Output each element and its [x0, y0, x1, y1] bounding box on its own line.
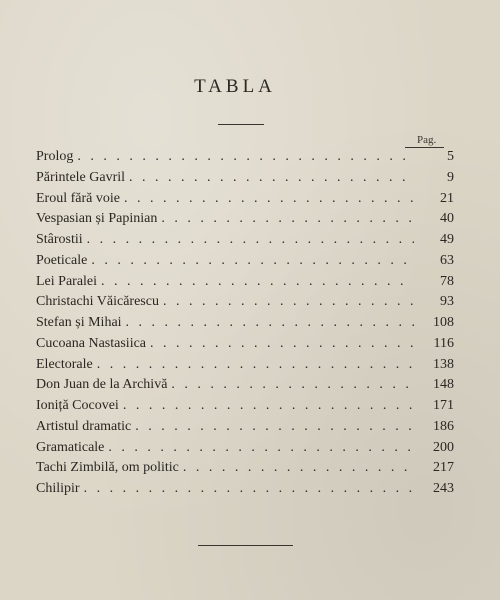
- dot-leader: [97, 355, 414, 376]
- toc-entry-title: Cucoana Nastasiica: [36, 335, 147, 351]
- toc-entry-page: 186: [433, 418, 454, 434]
- toc-entry: [36, 438, 456, 459]
- toc-entry-title: Gramaticale: [36, 439, 105, 455]
- page-column-label: Pag.: [417, 134, 437, 146]
- toc-entry: [36, 458, 456, 479]
- toc-entry-page: 93: [440, 294, 454, 310]
- toc-entry-title: Artistul dramatic: [36, 418, 132, 434]
- toc-entry: [36, 396, 456, 417]
- table-of-contents: [36, 147, 456, 500]
- dot-leader: [135, 417, 414, 438]
- toc-entry-page: 5: [447, 149, 454, 164]
- dot-leader: [183, 458, 414, 479]
- toc-entry: [36, 168, 456, 189]
- dot-leader: [77, 147, 414, 168]
- toc-entry-title: Don Juan de la Archivă: [36, 377, 168, 393]
- toc-entry: [36, 147, 456, 168]
- toc-entry-page: 40: [440, 211, 454, 227]
- toc-entry: [36, 292, 456, 313]
- dot-leader: [91, 251, 414, 272]
- dot-leader: [101, 272, 414, 293]
- toc-entry: [36, 230, 456, 251]
- toc-entry: [36, 417, 456, 438]
- toc-entry-page: 243: [433, 481, 454, 496]
- toc-entry-title: Eroul fără voie: [36, 190, 120, 206]
- dot-leader: [161, 209, 414, 230]
- toc-entry-title: Lei Paralei: [36, 273, 98, 289]
- toc-entry-title: Ioniță Cocovei: [36, 398, 119, 413]
- toc-entry-page: 108: [433, 315, 454, 330]
- toc-entry-title: Tachi Zimbilă, om politic: [36, 460, 179, 476]
- toc-entry-page: 217: [433, 460, 454, 476]
- dot-leader: [163, 292, 414, 313]
- toc-entry-title: Prolog: [36, 149, 74, 164]
- toc-entry-page: 63: [440, 252, 454, 268]
- toc-entry: [36, 189, 456, 210]
- dot-leader: [84, 479, 414, 500]
- toc-entry-page: 78: [440, 273, 454, 289]
- toc-entry: [36, 355, 456, 376]
- toc-entry: [36, 479, 456, 500]
- toc-entry-page: 116: [433, 335, 454, 351]
- toc-entry-title: Christachi Văicărescu: [36, 294, 159, 310]
- toc-entry-title: Părintele Gavril: [36, 169, 126, 185]
- toc-entry-page: 200: [433, 439, 454, 455]
- dot-leader: [123, 396, 414, 417]
- toc-entry-title: Vespasian și Papinian: [36, 211, 158, 227]
- toc-entry-page: 138: [433, 356, 454, 372]
- toc-entry: [36, 251, 456, 272]
- toc-entry: [36, 272, 456, 293]
- dot-leader: [87, 230, 414, 251]
- toc-entry-title: Stârostii: [36, 232, 83, 247]
- toc-entry: [36, 375, 456, 396]
- toc-entry-page: 148: [433, 377, 454, 393]
- toc-entry: [36, 313, 456, 334]
- dot-leader: [126, 313, 414, 334]
- toc-entry-title: Electorale: [36, 356, 93, 372]
- dot-leader: [108, 438, 414, 459]
- bottom-divider: [198, 545, 293, 546]
- toc-entry-page: 21: [440, 190, 454, 206]
- page-title: TABLA: [194, 76, 276, 97]
- toc-entry-page: 9: [447, 169, 454, 185]
- toc-entry-title: Stefan și Mihai: [36, 315, 122, 330]
- toc-entry: [36, 209, 456, 230]
- dot-leader: [124, 189, 414, 210]
- toc-entry-page: 49: [440, 232, 454, 247]
- toc-entry-page: 171: [433, 398, 454, 413]
- dot-leader: [150, 334, 414, 355]
- toc-entry-title: Poeticale: [36, 252, 88, 268]
- title-divider: [218, 124, 264, 125]
- toc-entry-title: Chilipir: [36, 481, 80, 496]
- toc-entry: [36, 334, 456, 355]
- dot-leader: [129, 168, 414, 189]
- dot-leader: [171, 375, 414, 396]
